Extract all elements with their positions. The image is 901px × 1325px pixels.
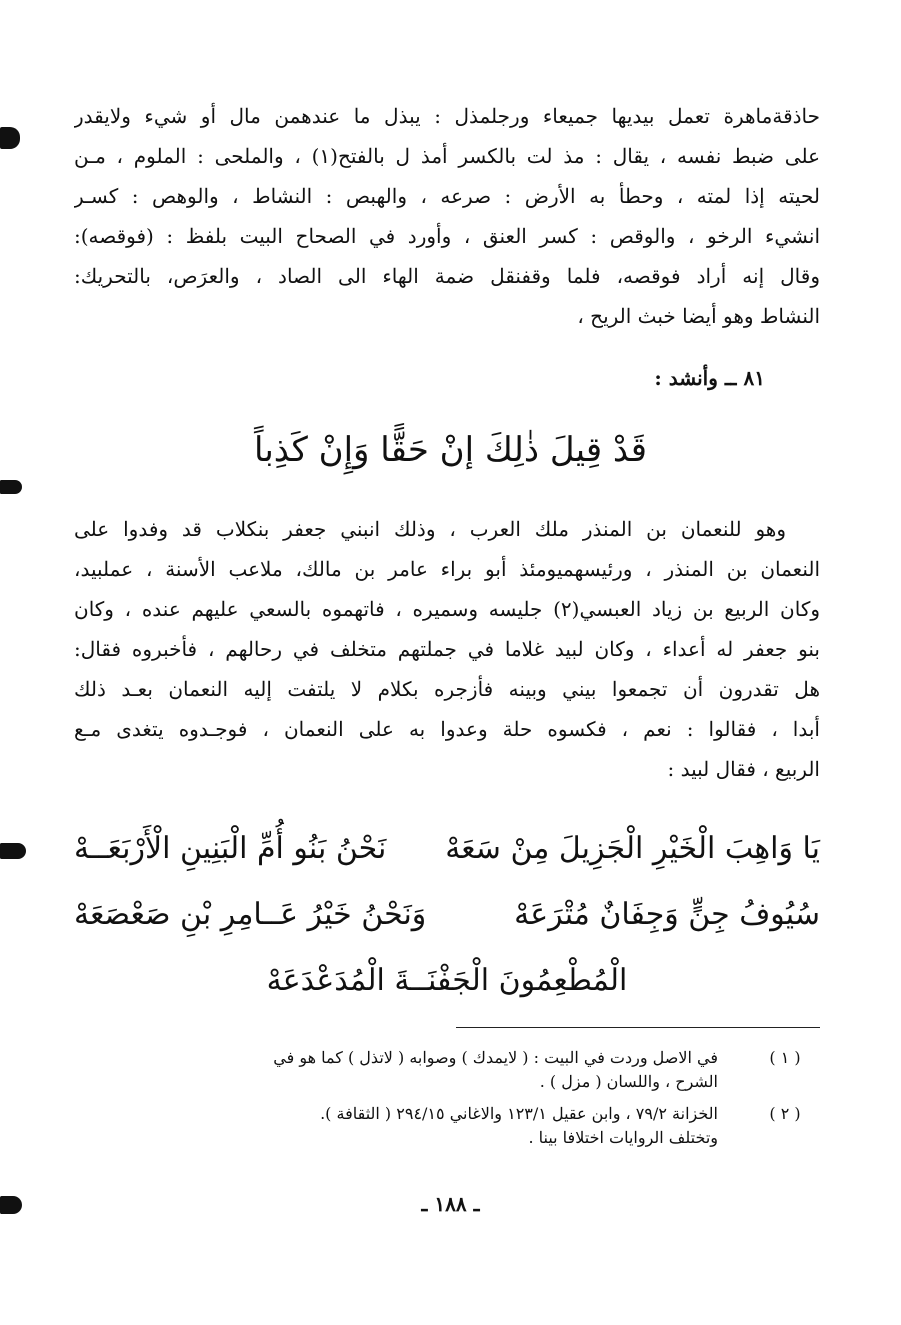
text-line: وقال إنه أراد فوقصه، فلما وقفنقل ضمة الهاء الى الصاد ، والعرَص، بالتحريك: [74,264,820,288]
text-line: لحيته إذا لمته ، وحطأ به الأرض : صرعه ، والهبص : النشاط ، والوهص : كسـر [74,184,820,208]
poem-hemistich: يَا وَاهِبَ الْخَيْرِ الْجَزِيلَ مِنْ سَعَهْ [445,831,820,866]
margin-binding-mark [0,843,26,859]
section-heading: ٨١ ــ وأنشد : [654,366,765,390]
poem-verse [74,816,820,882]
footnote-number: ( ١ ) [769,1048,801,1067]
quoted-verse: قَدْ قِيلَ ذٰلِكَ إنْ حَقًّا وَإِنْ كَذِباً [253,430,648,470]
page-number: ـ ١٨٨ ـ [421,1192,480,1216]
footnote-separator [456,1027,820,1028]
footnote-line: في الاصل وردت في البيت : ( لايمدك ) وصوابه ( لاتذل ) كما هو في [273,1048,718,1067]
text-line: على ضبط نفسه ، يقال : مذ لت بالكسر أمذ ل بالفتح(١) ، والملحى : الملوم ، مـن [74,144,820,168]
footnote-line: الخزانة ٧٩/٢ ، وابن عقيل ١٢٣/١ والاغاني ٢٩٤/١٥ ( الثقافة ). [320,1104,718,1123]
poem-hemistich: نَحْنُ بَنُو أُمِّ الْبَنِينِ الْأَرْبَعَــهْ [74,831,387,866]
text-line: بنو جعفر له أعداء ، وكان لبيد غلاما في جملتهم متخلف في رحالهم ، فأخبروه فقال: [74,637,820,661]
margin-binding-mark [0,480,22,494]
footnote [74,1102,820,1150]
text-line: أبدا ، فقالوا : نعم ، فكسوه حلة وعدوا به على النعمان ، فوجـدوه يتغدى مـع [74,717,820,741]
story-paragraph [74,509,820,789]
poem [74,816,820,1014]
footnote [74,1046,820,1094]
footnotes [74,1046,820,1150]
text-line: هل تقدرون أن تجمعوا بيني وبينه فأزجره بكلام لا يلتفت إليه النعمان بعـد ذلك [74,677,820,701]
text-line: انشيء الرخو ، والوقص : كسر العنق ، وأورد في الصحاح البيت بلفظ : (فوقصه): [74,224,820,248]
top-paragraph [74,96,820,336]
footnote-number: ( ٢ ) [769,1104,801,1123]
poem-hemistich: وَنَحْنُ خَيْرُ عَــامِرِ بْنِ صَعْصَعَهْ [74,897,427,932]
footnote-line: الشرح ، واللسان ( مزل ) . [539,1072,718,1091]
margin-binding-mark [0,127,20,149]
footnote-text [74,1102,718,1150]
poem-verse [74,882,820,948]
text-line: وكان الربيع بن زياد العبسي(٢) جليسه وسميره ، فاتهموه بالسعي عليهم عنده ، وكان [74,597,820,621]
poem-final-line: الْمُطْعِمُونَ الْجَفْنَــةَ الْمُدَعْدَعَهْ [266,963,628,998]
text-line: وهو للنعمان بن المنذر ملك العرب ، وذلك انبني جعفر بنكلاب قد وفدوا على [74,517,786,541]
footnote-text [74,1046,718,1094]
text-line: النعمان بن المنذر ، ورئيسهميومئذ أبو براء عامر بن مالك، ملاعب الأسنة ، عملبيد، [74,557,820,581]
text-line: حاذقةماهرة تعمل بيديها جميعاء ورجلمذل : يبذل ما عندهمن مال أو شيء ولايقدر [74,104,820,128]
text-line: الربيع ، فقال لبيد : [667,757,820,781]
footnote-line: وتختلف الروايات اختلافا بينا . [528,1128,718,1147]
poem-hemistich: سُيُوفُ جِنٍّ وَجِفَانٌ مُتْرَعَهْ [514,897,820,932]
text-line: النشاط وهو أيضا خبث الريح ، [577,304,820,328]
